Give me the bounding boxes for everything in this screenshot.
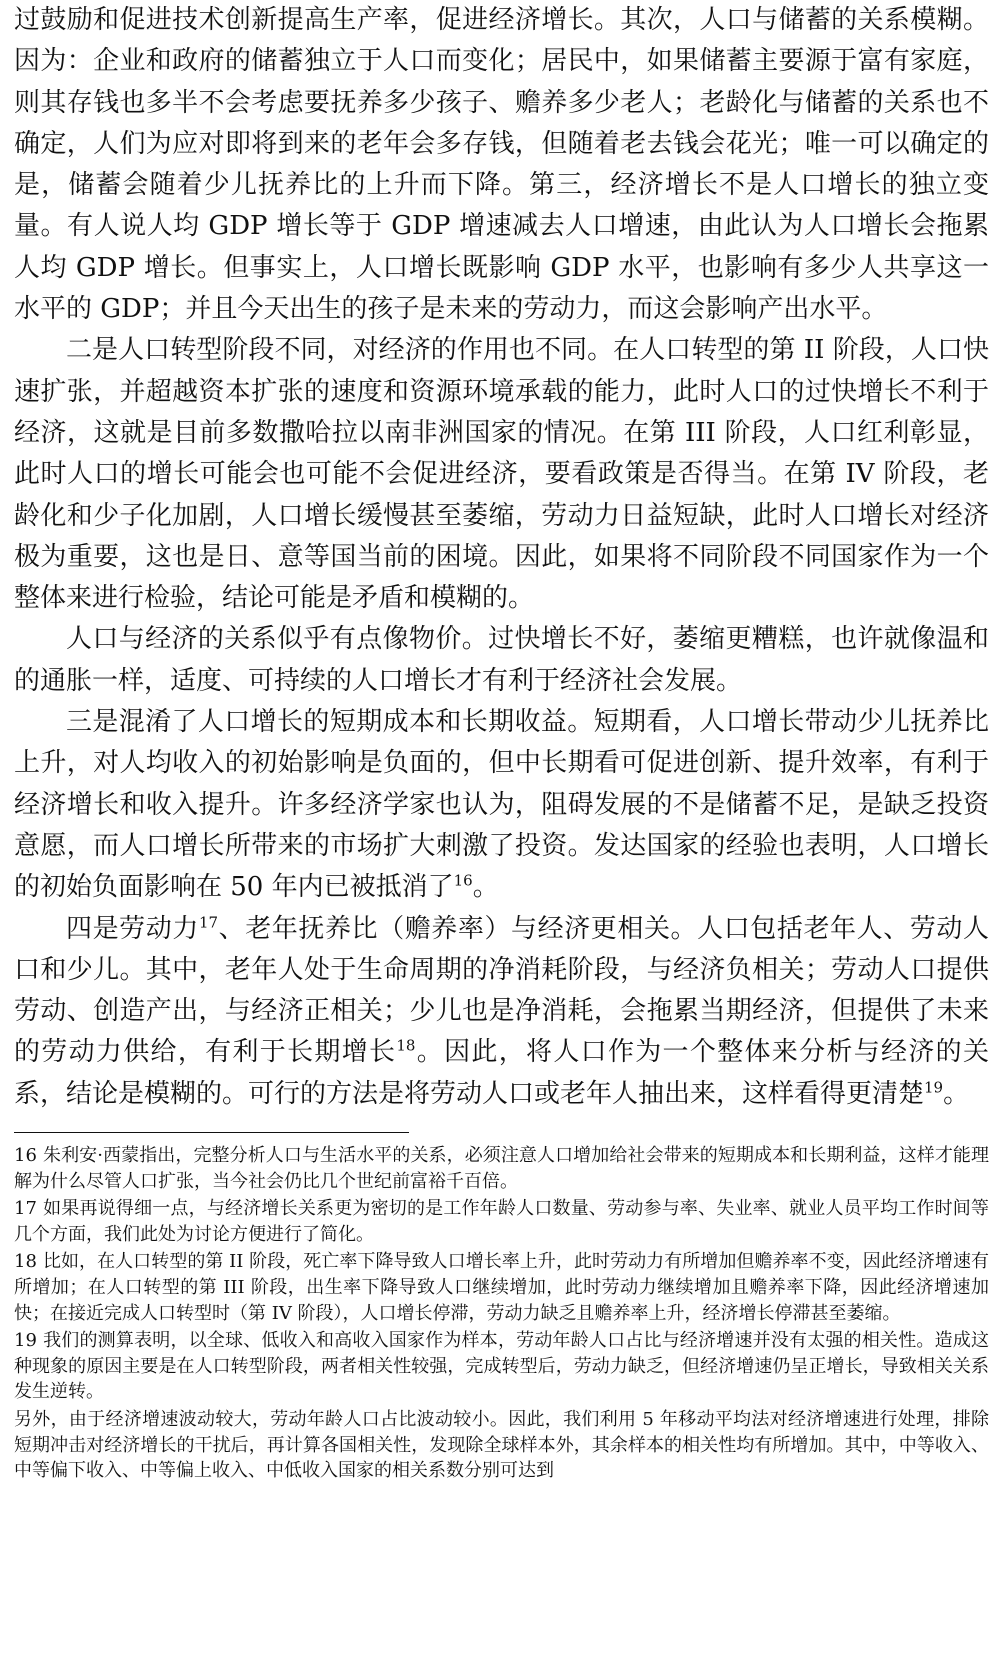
paragraph-5-text-c: 。因此，将人口作为一个整体来分析与经济的关系，结论是模糊的。可行的方法是将劳动人口或老年人抽出来，这样看得更清楚 bbox=[14, 1037, 989, 1109]
footnote-ref-18[interactable]: 18 bbox=[396, 1036, 416, 1055]
footnote-ref-19[interactable]: 19 bbox=[924, 1078, 944, 1097]
footnote-text: 如果再说得细一点，与经济增长关系更为密切的是工作年龄人口数量、劳动参与率、失业率、就业人员平均工作时间等几个方面，我们此处为讨论方便进行了简化。 bbox=[14, 1198, 989, 1245]
paragraph-5-text-b: 、老年抚养比（赡养率）与经济更相关。人口包括老年人、劳动人口和少儿。其中，老年人处于生命周期的净消耗阶段，与经济负相关；劳动人口提供劳动、创造产出，与经济正相关；少儿也是净消耗，会拖累当期经济，但提供了未来的劳动力供给，有利于长期增长 bbox=[14, 913, 989, 1068]
footnote-text: 比如，在人口转型的第 II 阶段，死亡率下降导致人口增长率上升，此时劳动力有所增加但赡养率不变，因此经济增速有所增加；在人口转型的第 III 阶段，出生率下降导致人口继续增加，此时劳动力继续增加且赡养率下降，因此经济增速加快；在接近完成人口转型时（第 IV 阶段），人口增长停滞，劳动力缺乏且赡养率上升，经济增长停滞甚至萎缩。 bbox=[14, 1251, 989, 1324]
footnote-number: 17 bbox=[14, 1198, 37, 1220]
footnote-text: 我们的测算表明，以全球、低收入和高收入国家作为样本，劳动年龄人口占比与经济增速并没有太强的相关性。造成这种现象的原因主要是在人口转型阶段，两者相关性较强，完成转型后，劳动力缺乏，但经济增速仍呈正增长，导致相关关系发生逆转。 bbox=[14, 1330, 989, 1403]
paragraph-1: 过鼓励和促进技术创新提高生产率，促进经济增长。其次，人口与储蓄的关系模糊。因为：企业和政府的储蓄独立于人口而变化；居民中，如果储蓄主要源于富有家庭，则其存钱也多半不会考虑要抚养多少孩子、赡养多少老人；老龄化与储蓄的关系也不确定，人们为应对即将到来的老年会多存钱，但随着老去钱会花光；唯一可以确定的是，储蓄会随着少儿抚养比的上升而下降。第三，经济增长不是人口增长的独立变量。有人说人均 GDP 增长等于 GDP 增速减去人口增速，由此认为人口增长会拖累人均 GDP 增长。但事实上，人口增长既影响 GDP 水平，也影响有多少人共享这一水平的 GDP；并且今天出生的孩子是未来的劳动力，而这会影响产出水平。 bbox=[14, 5, 989, 325]
footnote-17 bbox=[14, 1196, 989, 1247]
paragraph-5-text-a: 四是劳动力 bbox=[66, 913, 199, 944]
footnote-ref-16[interactable]: 16 bbox=[453, 871, 473, 890]
footnote-divider bbox=[14, 1132, 409, 1133]
footnotes bbox=[14, 1143, 989, 1484]
footnote-ref-17[interactable]: 17 bbox=[198, 912, 219, 931]
footnote-19 bbox=[14, 1328, 989, 1405]
footnote-18 bbox=[14, 1249, 989, 1326]
paragraph-3: 人口与经济的关系似乎有点像物价。过快增长不好，萎缩更糟糕，也许就像温和的通胀一样，适度、可持续的人口增长才有利于经济社会发展。 bbox=[14, 624, 989, 696]
footnote-16 bbox=[14, 1143, 989, 1194]
paragraph-2: 二是人口转型阶段不同，对经济的作用也不同。在人口转型的第 II 阶段，人口快速扩张，并超越资本扩张的速度和资源环境承载的能力，此时人口的过快增长不利于经济，这就是目前多数撒哈拉以南非洲国家的情况。在第 III 阶段，人口红利彰显，此时人口的增长可能会也可能不会促进经济，要看政策是否得当。在第 IV 阶段，老龄化和少子化加剧，人口增长缓慢甚至萎缩，劳动力日益短缺，此时人口增长对经济极为重要，这也是日、意等国当前的困境。因此，如果将不同阶段不同国家作为一个整体来进行检验，结论可能是矛盾和模糊的。 bbox=[14, 335, 989, 614]
footnote-number: 19 bbox=[14, 1330, 37, 1352]
footnote-text: 朱利安·西蒙指出，完整分析人口与生活水平的关系，必须注意人口增加给社会带来的短期成本和长期利益，这样才能理解为什么尽管人口扩张，当今社会仍比几个世纪前富裕千百倍。 bbox=[14, 1145, 989, 1192]
paragraph-4-text: 三是混淆了人口增长的短期成本和长期收益。短期看，人口增长带动少儿抚养比上升，对人均收入的初始影响是负面的，但中长期看可促进创新、提升效率，有利于经济增长和收入提升。许多经济学家也认为，阻碍发展的不是储蓄不足，是缺乏投资意愿，而人口增长所带来的市场扩大刺激了投资。发达国家的经验也表明，人口增长的初始负面影响在 50 年内已被抵消了 bbox=[14, 707, 989, 903]
footnote-number: 16 bbox=[14, 1145, 37, 1167]
paragraph-5-end: 。 bbox=[943, 1078, 970, 1109]
paragraph-4-end: 。 bbox=[472, 872, 499, 903]
footnote-19-continued: 另外，由于经济增速波动较大，劳动年龄人口占比波动较小。因此，我们利用 5 年移动平均法对经济增速进行处理，排除短期冲击对经济增长的干扰后，再计算各国相关性，发现除全球样本外，其余样本的相关性均有所增加。其中，中等收入、中等偏下收入、中等偏上收入、中低收入国家的相关系数分别可达到 bbox=[14, 1408, 989, 1482]
paragraph-5 bbox=[14, 909, 989, 1115]
footnote-number: 18 bbox=[14, 1251, 37, 1273]
main-text bbox=[14, 0, 989, 1115]
paragraph-4 bbox=[14, 702, 989, 908]
